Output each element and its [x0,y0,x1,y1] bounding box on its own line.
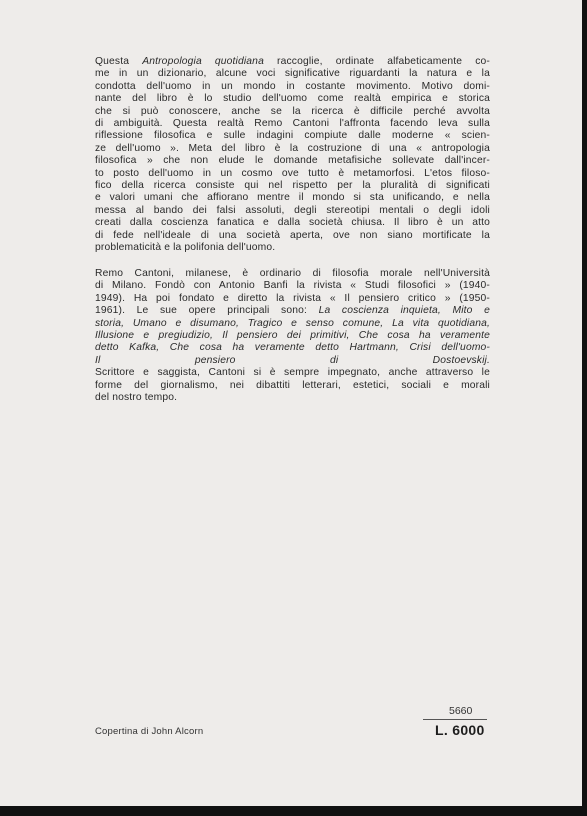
blurb-paragraph [95,56,490,255]
author-bio-text: forme del giornalismo, nei dibattiti letterari, estetici, sociali e morali [95,379,490,391]
author-bio-text: Scrittore e saggista, Cantoni si è sempre impegnato, anche attraverso le [95,367,490,379]
blurb-text: di fede nell'ideale di una società aperta, ove non siano mortificate la [95,229,490,241]
author-bio-text: di Milano. Fondò con Antonio Banfi la rivista « Studi filosofici » (1940- [95,280,490,292]
catalog-number: 5660 [449,705,473,717]
blurb-line [95,143,490,155]
blurb-text: condotta dell'uomo in un mondo in costante movimento. Motivo domi- [95,80,490,92]
author-bio-line [95,268,490,280]
author-bio-line [95,318,490,330]
blurb-line [95,81,490,93]
blurb-text: problematicità e la polifonia dell'uomo. [95,242,276,254]
blurb-text: Antropologia quotidiana [142,56,264,67]
blurb-line [95,230,490,242]
author-bio-text: storia, Umano e disumano, Tragico e senso comune, La vita quotidiana, [95,317,490,329]
blurb-text: riflessione filosofica e sulle indagini compiute dalle moderne « scien- [95,130,490,142]
author-bio-line [95,342,490,354]
blurb-text: di ambiguità. Questa realtà Remo Cantoni l'affronta facendo leva sulla [95,118,490,130]
blurb-line [95,205,490,217]
blurb-text: Questa [95,56,143,67]
author-bio-text: La coscienza inquieta, Mito e [318,305,490,317]
author-bio-line [95,380,490,392]
author-bio-line [95,293,490,305]
author-bio-text: detto Kafka, Che cosa ha veramente detto Hartmann, Crisi dell'uomo- [95,342,490,354]
blurb-line [95,155,490,167]
blurb-text: creati dalla coscienza fanatica e dalla società chiusa. Il libro è un atto [95,217,490,229]
blurb-line [95,118,490,130]
blurb-line [95,130,490,142]
author-bio-paragraph [95,268,490,404]
blurb-text: ze dell'uomo ». Meta del libro è la costruzione di una « antropologia [95,142,490,154]
blurb-line [95,217,490,229]
blurb-text: raccoglie, ordinate alfabeticamente co- [263,56,491,67]
author-bio-line [95,392,490,404]
author-bio-line [95,367,490,379]
blurb-line [95,168,490,180]
author-bio-text: del nostro tempo. [95,392,178,404]
blurb-line [95,192,490,204]
author-bio-text: 1949). Ha poi fondato e diretto la rivista « Il pensiero critico » (1950- [95,292,490,304]
blurb-line [95,93,490,105]
price-label: L. 6000 [435,722,485,738]
blurb-line [95,106,490,118]
blurb-text: fico della ricerca consiste qui nel rispetto per la pluralità di significati [95,180,490,192]
author-bio-line [95,355,490,367]
blurb-line [95,68,490,80]
author-bio-text: 1961). Le sue opere principali sono: [95,305,319,317]
blurb-text: nante del libro è lo studio dell'uomo come realtà empirica e storica [95,93,490,105]
author-bio-text: Il pensiero di Dostoevskij. [95,354,490,366]
blurb-text: e valori umani che affiorano mentre il mondo si sta unificando, e nella [95,192,490,204]
blurb-text: messa al bando dei falsi assoluti, degli stereotipi mentali o degli idoli [95,204,490,216]
blurb-text: che si può conoscere, anche se la ricerca è difficile perché avvolta [95,105,490,117]
price-divider [423,719,487,720]
author-bio-text: Illusione e pregiudizio, Il pensiero dei primitivi, Che cosa ha veramente [95,330,490,342]
author-bio-text: Remo Cantoni, milanese, è ordinario di filosofia morale nell'Università [95,268,490,279]
author-bio-line [95,305,490,317]
blurb-line [95,180,490,192]
cover-credit: Copertina di John Alcorn [95,726,204,737]
blurb-line [95,242,490,254]
blurb-line [95,56,490,68]
author-bio-line [95,280,490,292]
blurb-text: me in un dizionario, alcune voci significative riguardanti la natura e la [95,68,490,80]
blurb-text: to posto dell'uomo in un cosmo ove tutto è metamorfosi. L'etos filoso- [95,167,490,179]
author-bio-line [95,330,490,342]
blurb-text: filosofica » che non elude le domande metafisiche sollevate dall'incer- [95,155,490,167]
